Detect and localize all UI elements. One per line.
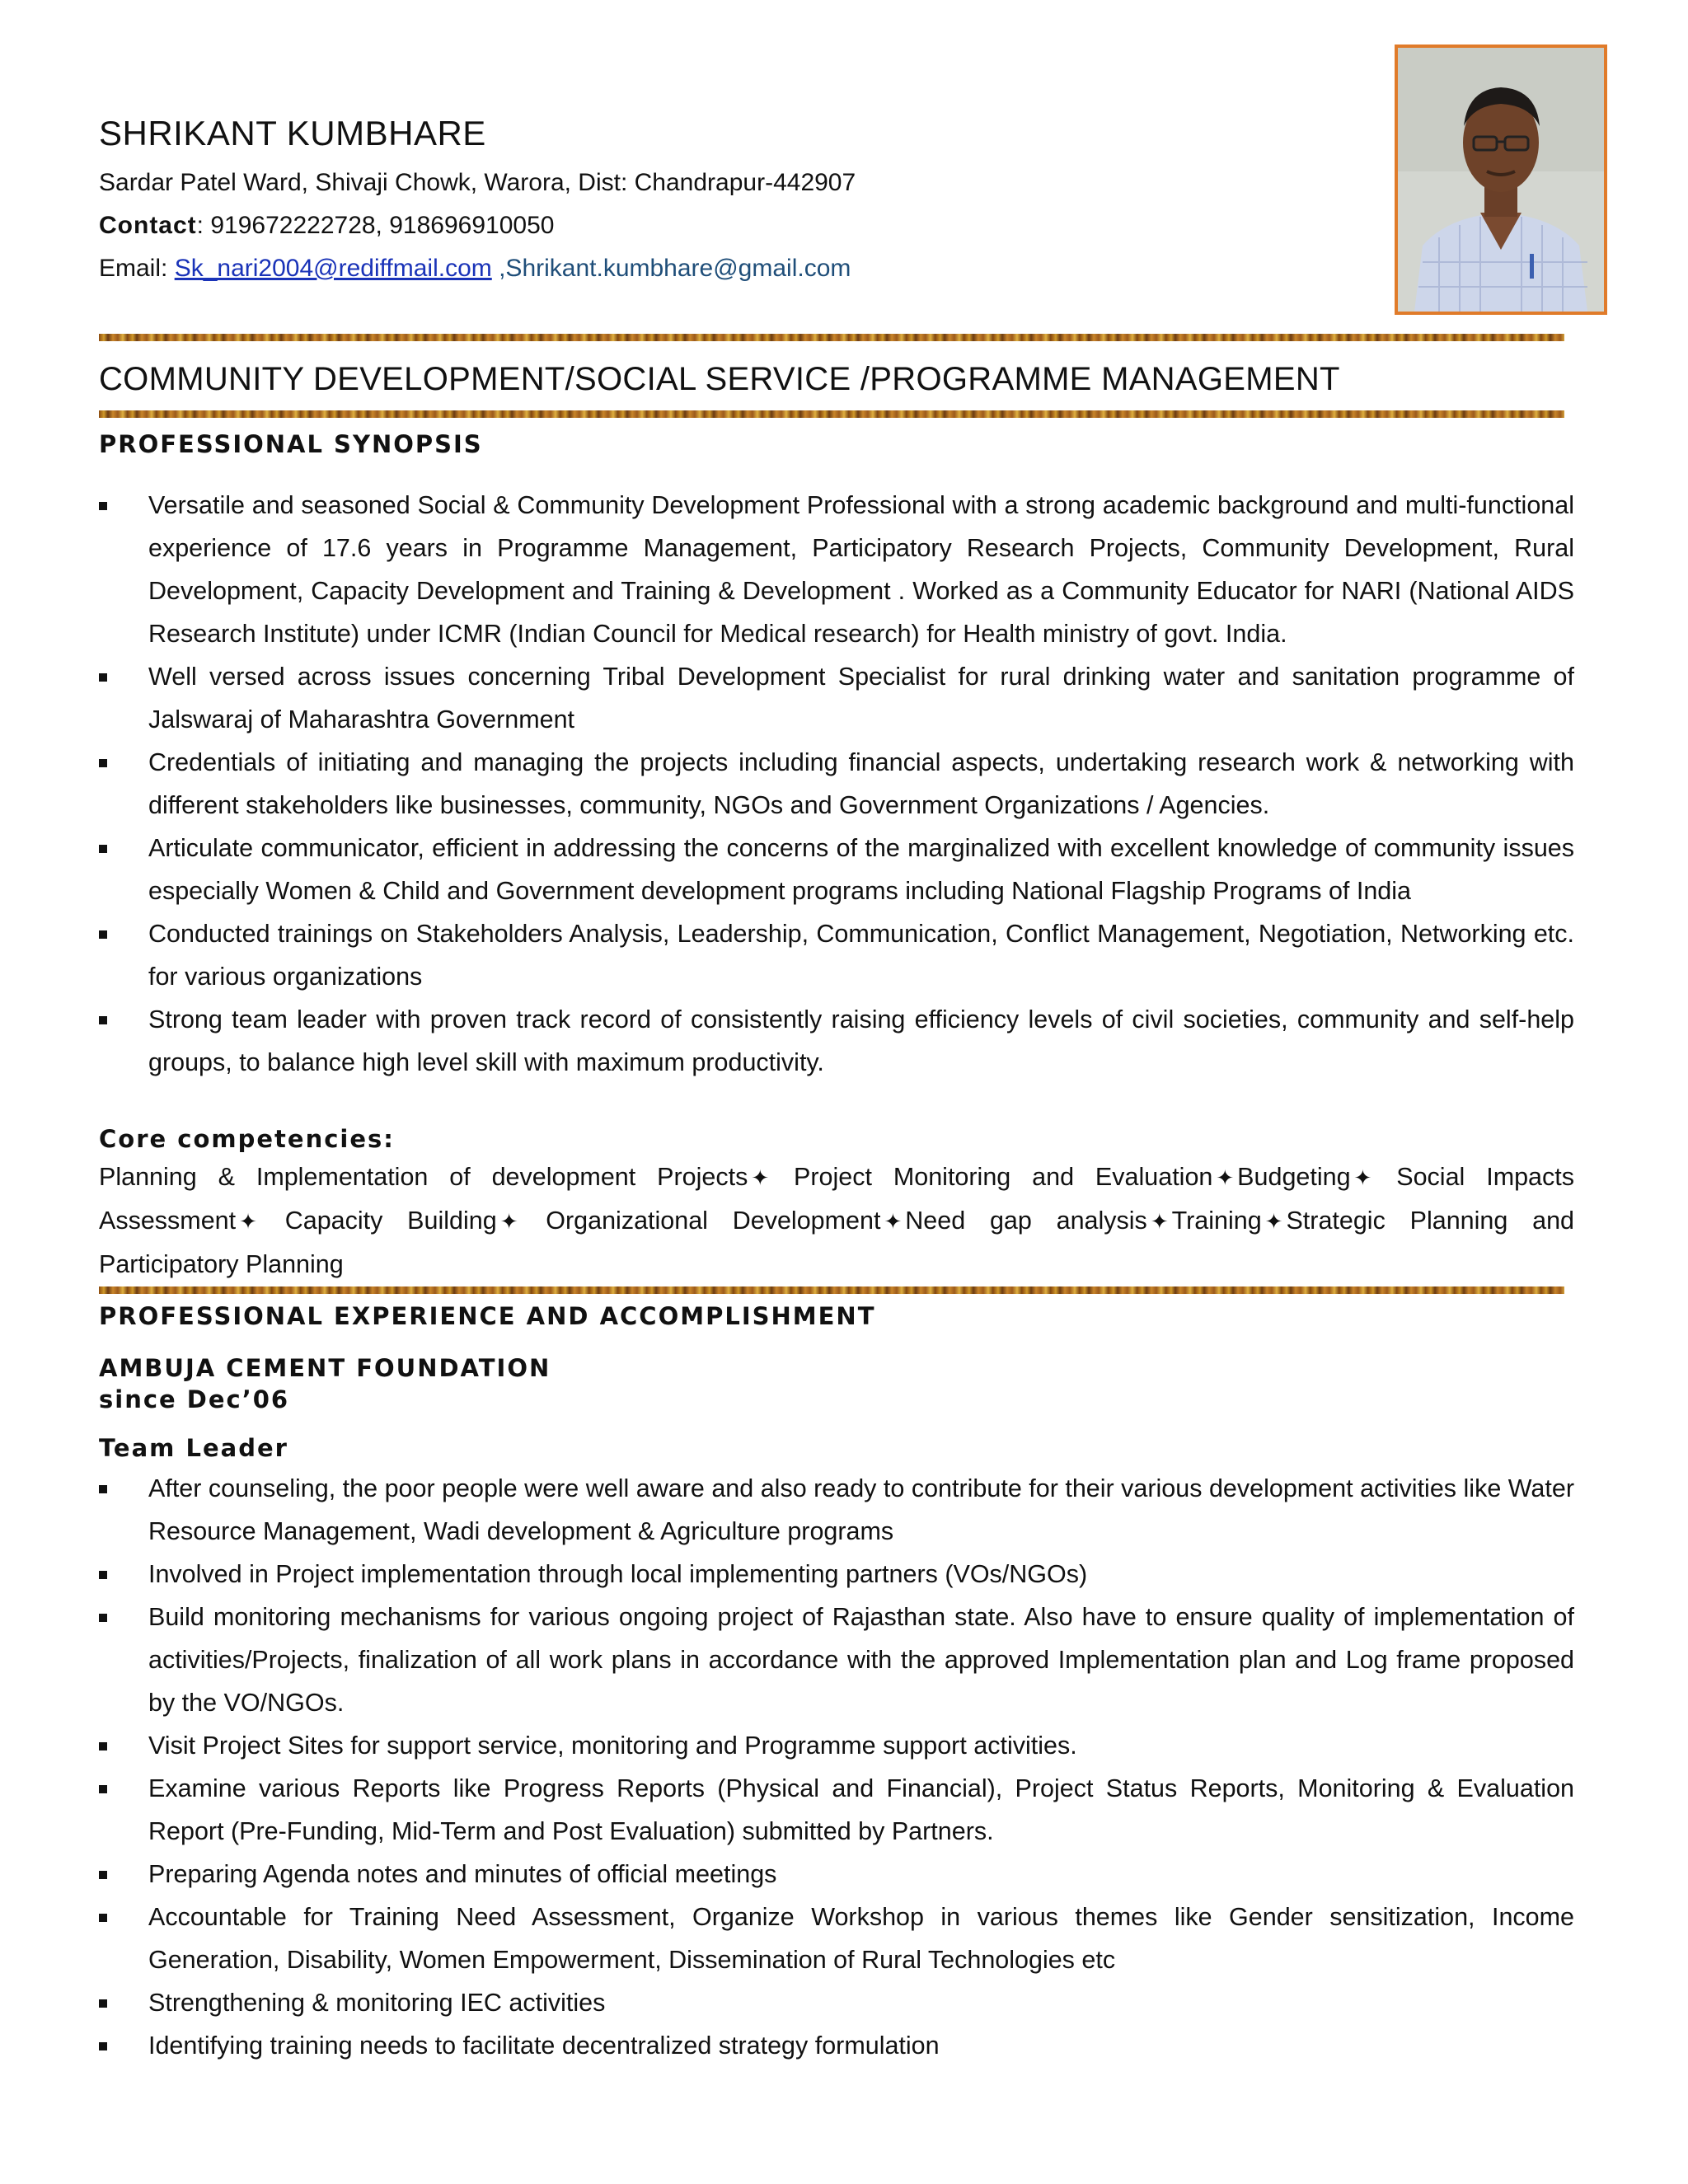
bullet-icon (99, 1614, 107, 1622)
list-item: Conducted trainings on Stakeholders Analysis, Leadership, Communication, Conflict Management, Negotiation, Networking etc. for various organizations (99, 912, 1574, 998)
competency-item: Need gap analysis (905, 1207, 1147, 1235)
bullet-icon (99, 845, 107, 853)
list-item: Strong team leader with proven track record of consistently raising efficiency levels of civil societies, community and self-help groups, to balance high level skill with maximum productivity. (99, 998, 1574, 1084)
four-point-star-icon: ✦ (1216, 1165, 1235, 1190)
email-label: Email: (99, 255, 175, 282)
divider-headline (99, 410, 1564, 418)
section-title-experience: PROFESSIONAL EXPERIENCE AND ACCOMPLISHMENT (99, 1302, 876, 1330)
list-item: Articulate communicator, efficient in addressing the concerns of the marginalized with excellent knowledge of community issues especially Women & Child and Government development programs including National Flagship Programs of India (99, 827, 1574, 912)
competency-item: Social Impacts Assessment (99, 1163, 1574, 1235)
four-point-star-icon: ✦ (499, 1209, 518, 1234)
profile-photo (1395, 45, 1607, 315)
list-item: After counseling, the poor people were well aware and also ready to contribute for their various development activities like Water Resource Management, Wadi development & Agriculture programs (99, 1467, 1574, 1553)
divider-top (99, 334, 1564, 341)
competency-item: Training (1171, 1207, 1262, 1235)
competency-item: Planning & Implementation of development Projects (99, 1163, 748, 1191)
job-role: Team Leader (99, 1434, 288, 1462)
list-item: Credentials of initiating and managing the projects including financial aspects, undertaking research work & networking with different stakeholders like businesses, community, NGOs and Government Organizations / Agencies. (99, 741, 1574, 827)
email-secondary: ,Shrikant.kumbhare@gmail.com (491, 255, 851, 282)
section-title-core-competencies: Core competencies: (99, 1125, 395, 1153)
bullet-icon (99, 1785, 107, 1793)
employment-since: since Dec’06 (99, 1385, 290, 1413)
experience-list (99, 1467, 1574, 2067)
address: Sardar Patel Ward, Shivaji Chowk, Warora, Dist: Chandrapur-442907 (99, 169, 856, 196)
four-point-star-icon: ✦ (884, 1209, 903, 1234)
bullet-icon (99, 1016, 107, 1024)
bullet-icon (99, 1914, 107, 1922)
contact-label: Contact (99, 212, 197, 239)
core-competencies-text (99, 1155, 1574, 1286)
bullet-icon (99, 2042, 107, 2050)
bullet-icon (99, 759, 107, 767)
competency-item: Organizational Development (546, 1207, 881, 1235)
email-primary-link[interactable]: Sk_nari2004@rediffmail.com (174, 255, 492, 282)
list-item: Involved in Project implementation through local implementing partners (VOs/NGOs) (99, 1553, 1574, 1596)
bullet-icon (99, 1999, 107, 2008)
four-point-star-icon: ✦ (1353, 1165, 1372, 1190)
bullet-icon (99, 1485, 107, 1493)
email-line (99, 255, 851, 283)
bullet-icon (99, 1742, 107, 1750)
list-item: Accountable for Training Need Assessment, Organize Workshop in various themes like Gender sensitization, Income Generation, Disability, Women Empowerment, Dissemination of Rural Technologies etc (99, 1896, 1574, 1981)
list-item: Preparing Agenda notes and minutes of official meetings (99, 1853, 1574, 1896)
list-item: Examine various Reports like Progress Reports (Physical and Financial), Project Status Reports, Monitoring & Evaluation Report (Pre-Funding, Mid-Term and Post Evaluation) submitted by Partners. (99, 1767, 1574, 1853)
bullet-icon (99, 930, 107, 939)
section-title-synopsis: PROFESSIONAL SYNOPSIS (99, 430, 483, 458)
bullet-icon (99, 1871, 107, 1879)
competency-item: Budgeting (1237, 1163, 1351, 1191)
list-item: Identifying training needs to facilitate decentralized strategy formulation (99, 2024, 1574, 2067)
list-item: Well versed across issues concerning Tribal Development Specialist for rural drinking water and sanitation programme of Jalswaraj of Maharashtra Government (99, 655, 1574, 741)
bullet-icon (99, 502, 107, 510)
organization-name: AMBUJA CEMENT FOUNDATION (99, 1354, 551, 1382)
divider-experience (99, 1286, 1564, 1294)
contact-numbers: : 919672222728, 918696910050 (196, 212, 555, 239)
four-point-star-icon: ✦ (239, 1209, 257, 1234)
list-item: Build monitoring mechanisms for various ongoing project of Rajasthan state. Also have to ensure quality of implementation of activities/Projects, finalization of all work plans in accordance with the approved Implementation plan and Log frame proposed by the VO/NGOs. (99, 1596, 1574, 1724)
list-item: Versatile and seasoned Social & Community Development Professional with a strong academic background and multi-functional experience of 17.6 years in Programme Management, Participatory Research Projects, Community Development, Rural Development, Capacity Development and Training & Development . Worked as a Community Educator for NARI (National AIDS Research Institute) under ICMR (Indian Council for Medical research) for Health ministry of govt. India. (99, 484, 1574, 655)
list-item: Strengthening & monitoring IEC activities (99, 1981, 1574, 2024)
list-item: Visit Project Sites for support service, monitoring and Programme support activities. (99, 1724, 1574, 1767)
four-point-star-icon: ✦ (751, 1165, 770, 1190)
four-point-star-icon: ✦ (1264, 1209, 1283, 1234)
candidate-name: SHRIKANT KUMBHARE (99, 114, 486, 152)
career-headline: COMMUNITY DEVELOPMENT/SOCIAL SERVICE /PROGRAMME MANAGEMENT (99, 361, 1340, 397)
synopsis-list (99, 484, 1574, 1084)
four-point-star-icon: ✦ (1150, 1209, 1169, 1234)
bullet-icon (99, 1571, 107, 1579)
bullet-icon (99, 673, 107, 682)
contact-numbers-line (99, 212, 554, 240)
competency-item: Project Monitoring and Evaluation (794, 1163, 1213, 1191)
person-photo-icon (1398, 48, 1604, 312)
competency-item: Capacity Building (284, 1207, 497, 1235)
competency-item: Strategic Planning and Participatory Planning (99, 1207, 1574, 1278)
